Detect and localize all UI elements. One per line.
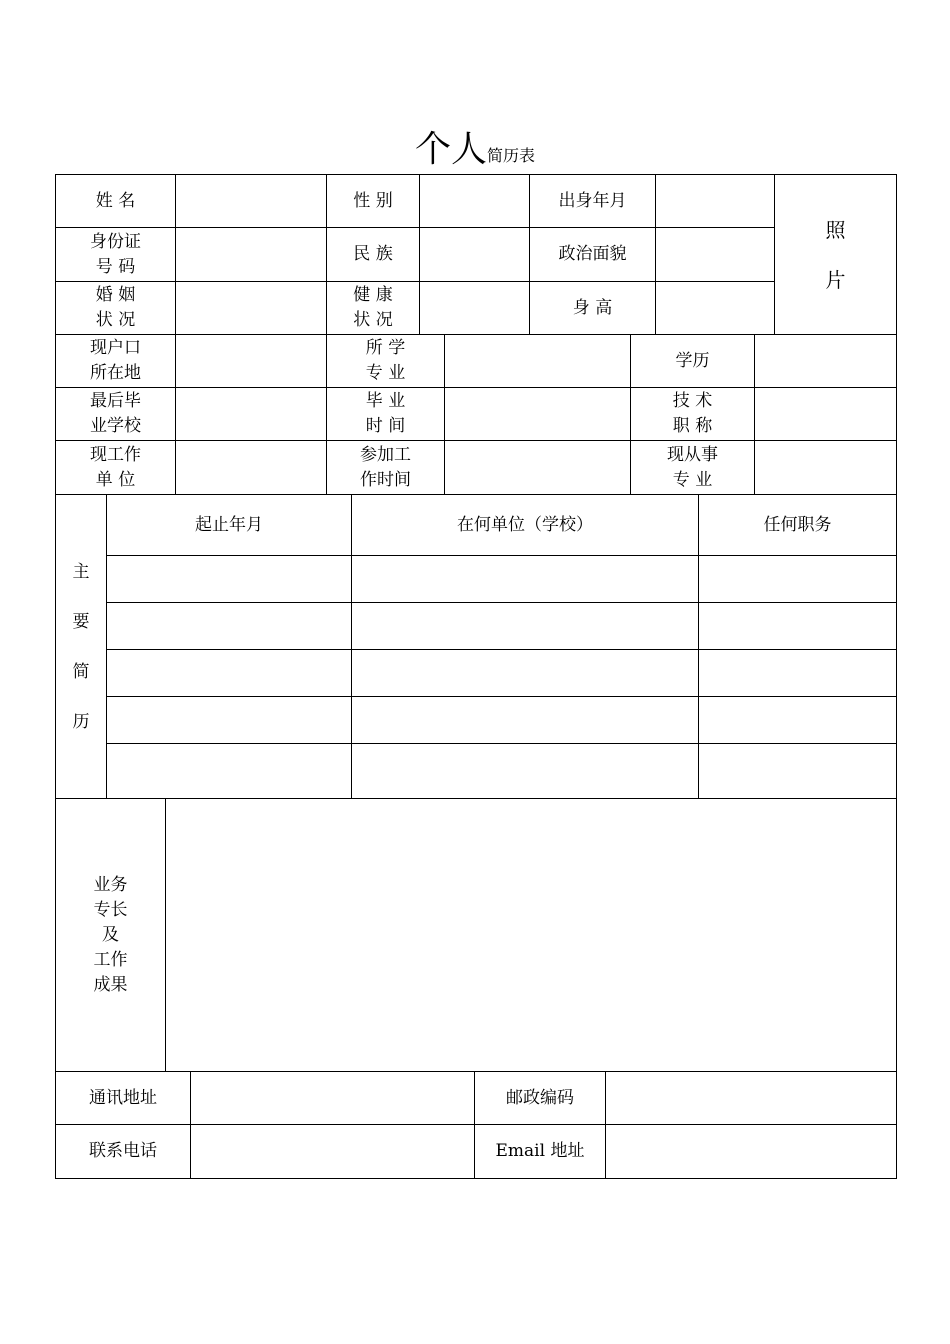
table-row	[56, 603, 897, 650]
period-cell[interactable]	[107, 697, 352, 744]
marital-field[interactable]	[176, 282, 327, 335]
hukou-field[interactable]	[176, 335, 327, 388]
phone-label: 联系电话	[56, 1125, 191, 1179]
grad-time-field[interactable]	[445, 388, 631, 441]
skills-label: 业务 专长 及 工作 成果	[56, 799, 166, 1072]
ethnicity-field[interactable]	[420, 228, 530, 282]
tech-title-field[interactable]	[755, 388, 897, 441]
current-field-field[interactable]	[755, 441, 897, 495]
col-unit-header: 在何单位（学校）	[352, 495, 699, 556]
postcode-field[interactable]	[606, 1072, 897, 1125]
position-cell[interactable]	[699, 697, 897, 744]
skills-field[interactable]	[166, 799, 897, 1072]
work-start-label: 参加工 作时间	[327, 441, 445, 495]
name-field[interactable]	[176, 175, 327, 228]
address-label: 通讯地址	[56, 1072, 191, 1125]
title-sub: 简历表	[487, 146, 536, 165]
gender-field[interactable]	[420, 175, 530, 228]
resume-section-label: 主 要 简 历	[56, 495, 107, 799]
title-main: 个人	[414, 129, 487, 170]
table-row	[56, 744, 897, 799]
skills-section	[55, 798, 896, 1072]
marital-label: 婚 姻 状 况	[56, 282, 176, 335]
period-cell[interactable]	[107, 744, 352, 799]
education-section	[55, 334, 896, 495]
current-field-label: 现从事 专 业	[631, 441, 755, 495]
ethnicity-label: 民 族	[327, 228, 420, 282]
school-label: 最后毕 业学校	[56, 388, 176, 441]
health-field[interactable]	[420, 282, 530, 335]
address-field[interactable]	[191, 1072, 475, 1125]
position-cell[interactable]	[699, 744, 897, 799]
work-start-field[interactable]	[445, 441, 631, 495]
birth-field[interactable]	[656, 175, 775, 228]
position-cell[interactable]	[699, 556, 897, 603]
political-field[interactable]	[656, 228, 775, 282]
form-title	[0, 128, 950, 178]
table-row	[56, 697, 897, 744]
email-field[interactable]	[606, 1125, 897, 1179]
id-label: 身份证 号 码	[56, 228, 176, 282]
degree-label: 学历	[631, 335, 755, 388]
degree-field[interactable]	[755, 335, 897, 388]
col-position-header: 任何职务	[699, 495, 897, 556]
position-cell[interactable]	[699, 650, 897, 697]
birth-label: 出身年月	[530, 175, 656, 228]
major-label: 所 学 专 业	[327, 335, 445, 388]
height-field[interactable]	[656, 282, 775, 335]
col-period-header: 起止年月	[107, 495, 352, 556]
employer-field[interactable]	[176, 441, 327, 495]
photo-box[interactable]: 照 片	[775, 175, 897, 335]
height-label: 身 高	[530, 282, 656, 335]
unit-cell[interactable]	[352, 603, 699, 650]
phone-field[interactable]	[191, 1125, 475, 1179]
hukou-label: 现户口 所在地	[56, 335, 176, 388]
political-label: 政治面貌	[530, 228, 656, 282]
postcode-label: 邮政编码	[475, 1072, 606, 1125]
resume-section	[55, 494, 896, 799]
grad-time-label: 毕 业 时 间	[327, 388, 445, 441]
id-field[interactable]	[176, 228, 327, 282]
name-label: 姓 名	[56, 175, 176, 228]
unit-cell[interactable]	[352, 744, 699, 799]
gender-label: 性 别	[327, 175, 420, 228]
unit-cell[interactable]	[352, 697, 699, 744]
major-field[interactable]	[445, 335, 631, 388]
school-field[interactable]	[176, 388, 327, 441]
table-row	[56, 650, 897, 697]
period-cell[interactable]	[107, 603, 352, 650]
table-row	[56, 556, 897, 603]
email-label: Email 地址	[475, 1125, 606, 1179]
unit-cell[interactable]	[352, 556, 699, 603]
period-cell[interactable]	[107, 650, 352, 697]
health-label: 健 康 状 况	[327, 282, 420, 335]
basic-info-section	[55, 174, 896, 335]
employer-label: 现工作 单 位	[56, 441, 176, 495]
position-cell[interactable]	[699, 603, 897, 650]
unit-cell[interactable]	[352, 650, 699, 697]
tech-title-label: 技 术 职 称	[631, 388, 755, 441]
period-cell[interactable]	[107, 556, 352, 603]
contact-section	[55, 1071, 896, 1179]
